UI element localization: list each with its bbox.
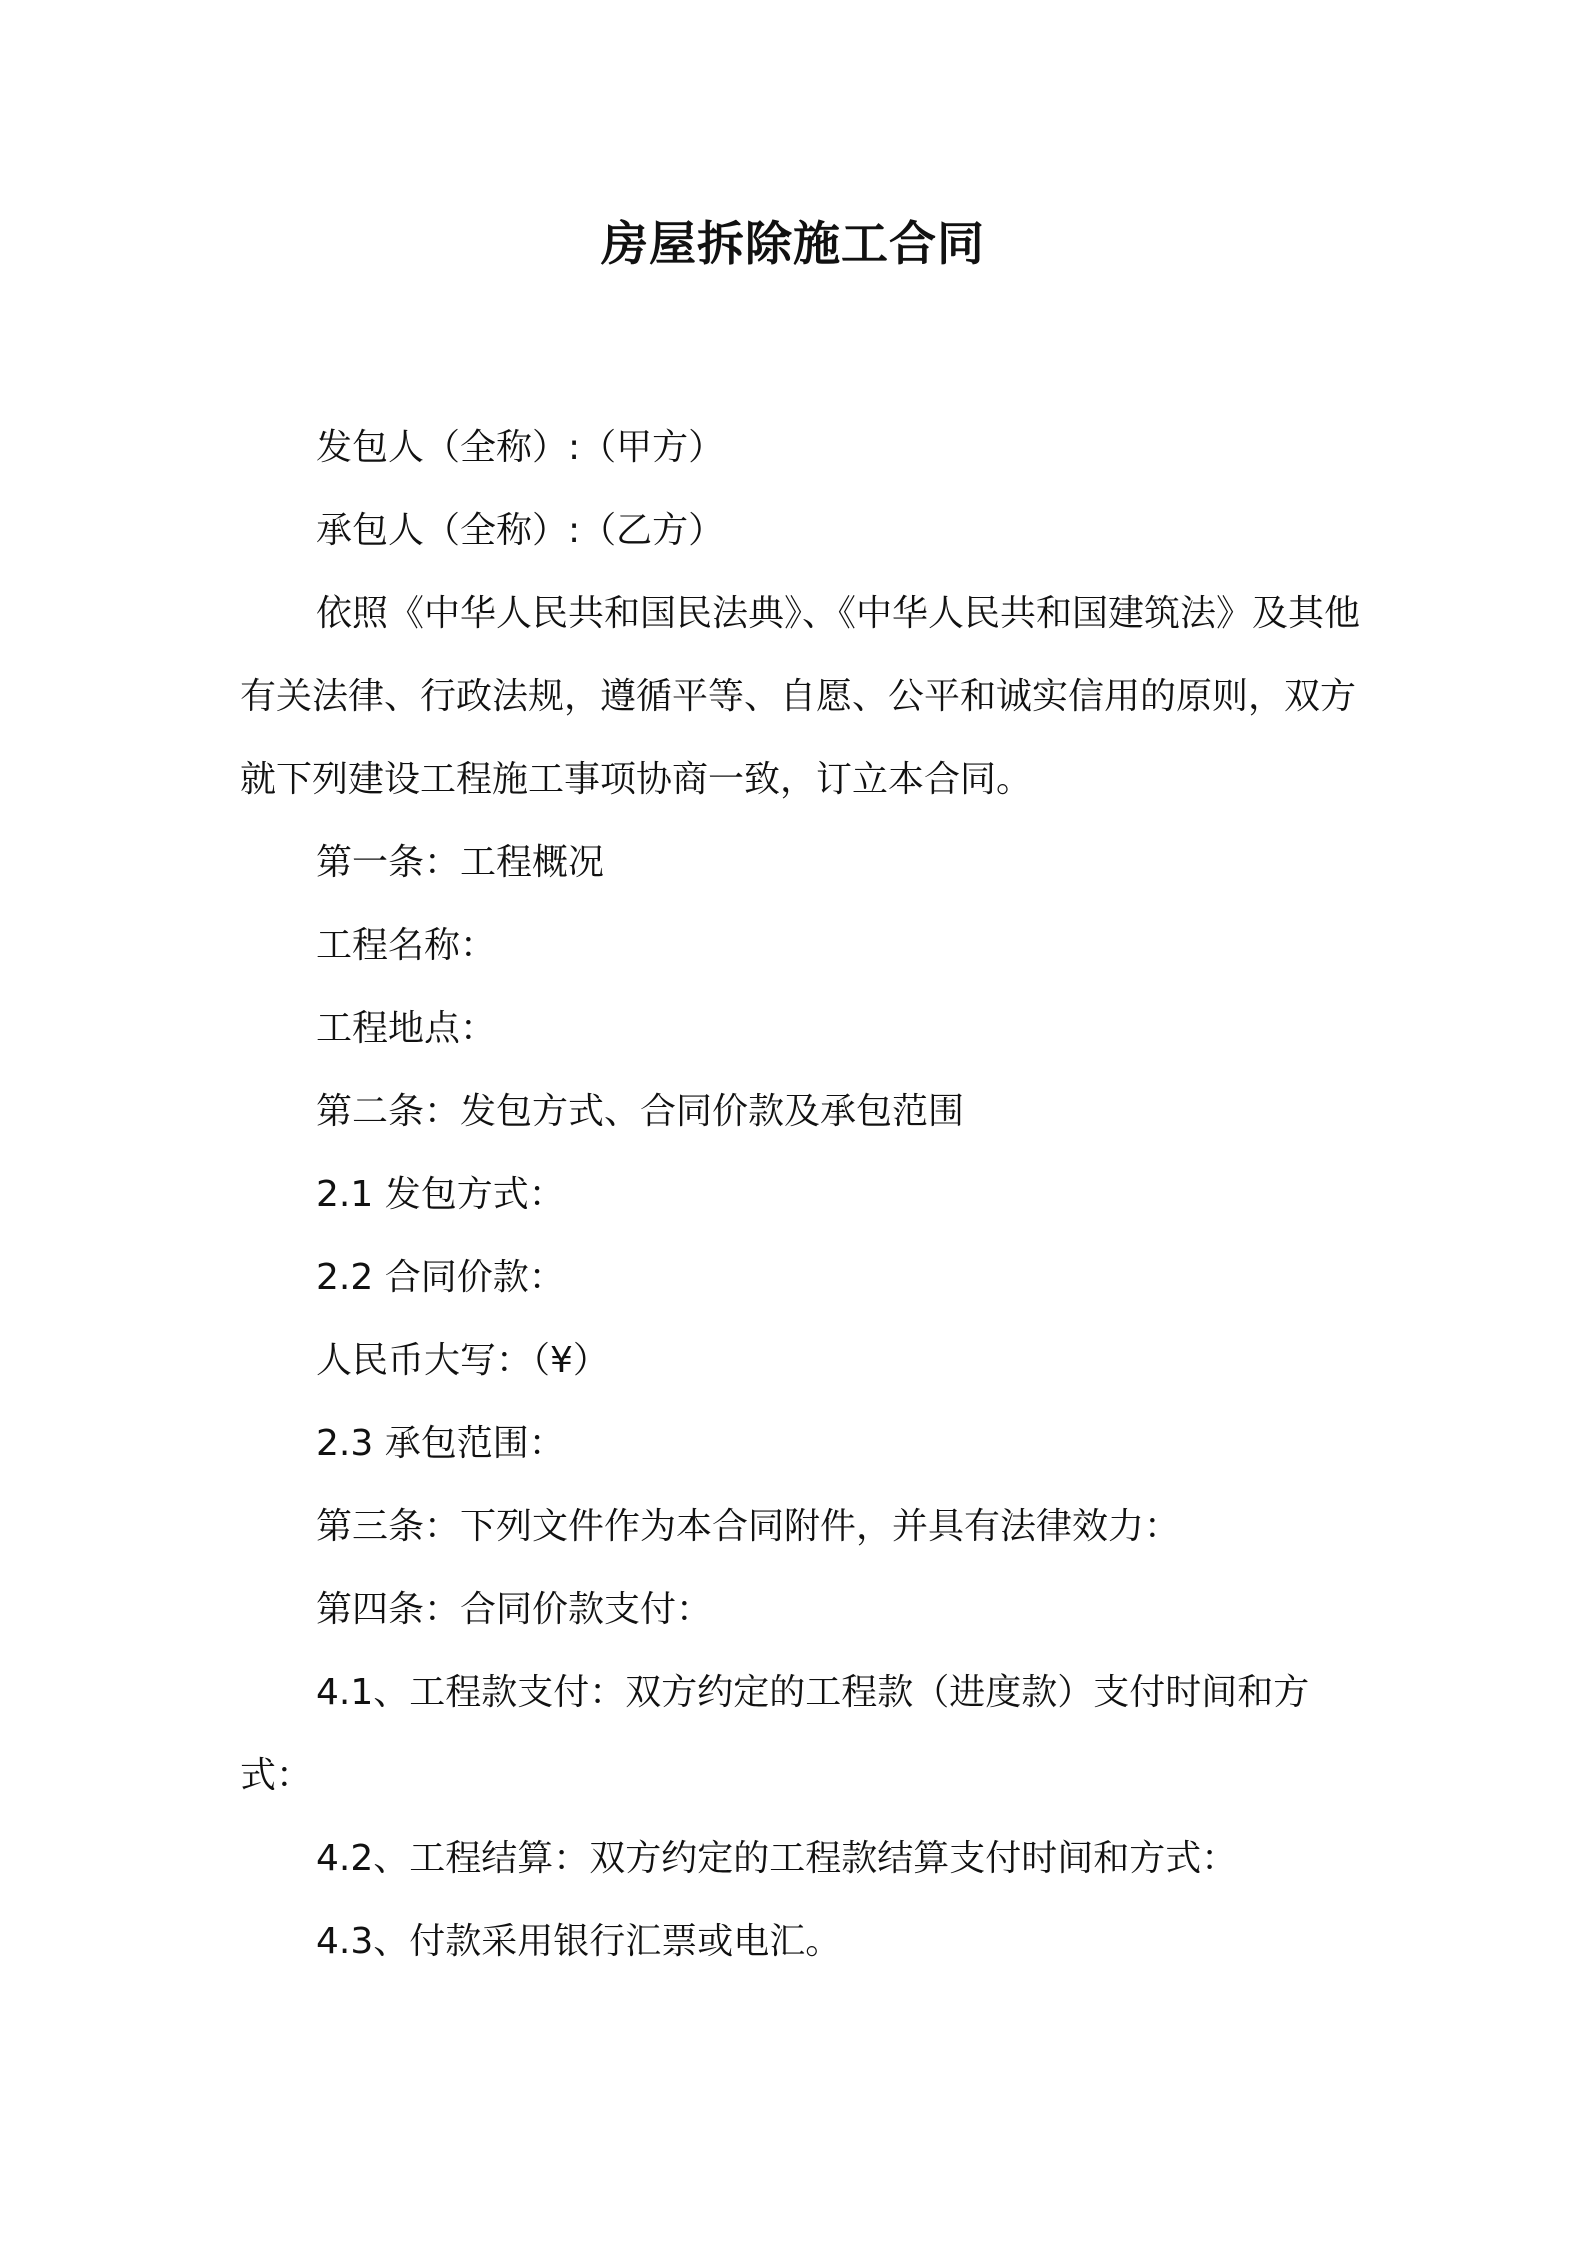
paragraph-employer: 发包人（全称）:（甲方） xyxy=(316,427,725,468)
paragraph-preamble: 依照《中华人民共和国民法典》、《中华人民共和国建筑法》及其他有关法律、行政法规，遵循平等、自愿、公平和诚实信用的原则，双方就下列建设工程施工事项协商一致，订立本合同。 xyxy=(240,593,1361,800)
paragraph-article-4: 第四条：合同价款支付： xyxy=(316,1589,713,1630)
paragraph-contractor: 承包人（全称）:（乙方） xyxy=(316,510,725,551)
paragraph-4-3: 4.3、付款采用银行汇票或电汇。 xyxy=(316,1921,842,1962)
paragraph-article-1: 第一条：工程概况 xyxy=(316,842,605,883)
paragraph-2-2: 2.2 合同价款： xyxy=(316,1257,565,1298)
paragraph-2-1: 2.1 发包方式： xyxy=(316,1174,565,1215)
paragraph-4-2: 4.2、工程结算：双方约定的工程款结算支付时间和方式： xyxy=(316,1838,1238,1879)
document-body xyxy=(240,406,1360,1983)
paragraph-rmb-amount: 人民币大写：（¥） xyxy=(316,1340,609,1381)
paragraph-article-2: 第二条：发包方式、合同价款及承包范围 xyxy=(316,1091,965,1132)
paragraph-project-name: 工程名称： xyxy=(316,925,497,966)
document-title: 房屋拆除施工合同 xyxy=(601,217,985,272)
paragraph-4-1: 4.1、工程款支付：双方约定的工程款（进度款）支付时间和方式： xyxy=(240,1672,1310,1796)
paragraph-article-3: 第三条：下列文件作为本合同附件，并具有法律效力： xyxy=(316,1506,1181,1547)
paragraph-project-location: 工程地点： xyxy=(316,1008,497,1049)
paragraph-2-3: 2.3 承包范围： xyxy=(316,1423,565,1464)
